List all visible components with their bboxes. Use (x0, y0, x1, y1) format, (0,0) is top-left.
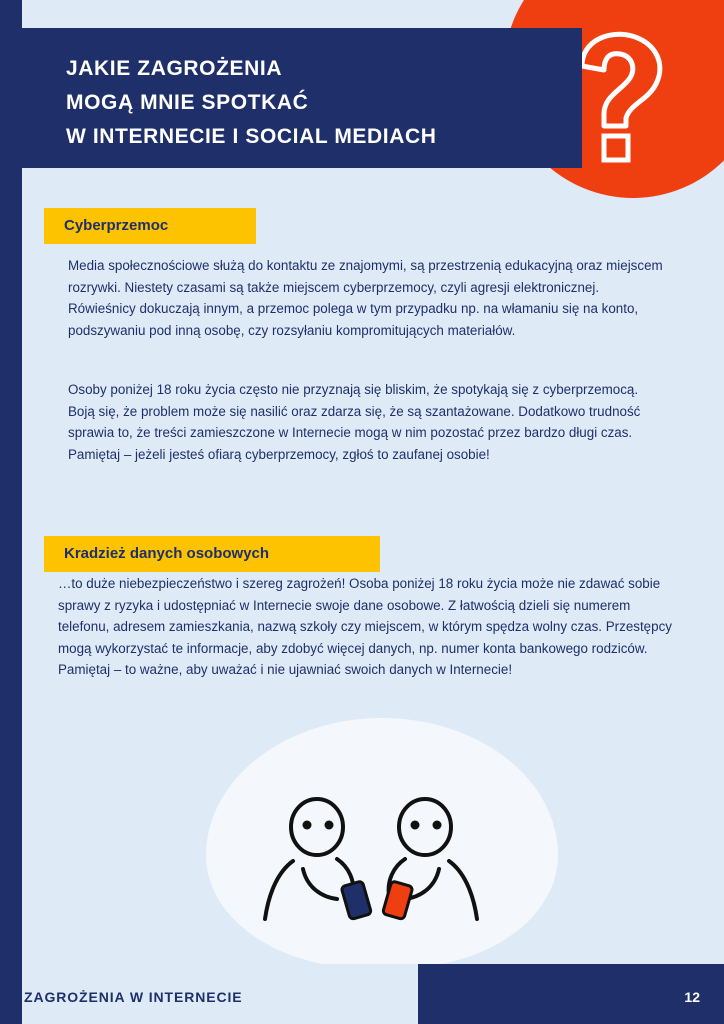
section-kradziez-paragraph-1 (58, 573, 678, 681)
footer (0, 964, 724, 1024)
paragraph-text: Media społecznościowe służą do kontaktu ze znajomymi, są przestrzenią edukacyjną oraz miejscem rozrywki. Niestety czasami są także miejscem cyberprzemocy, czyli agresji elektronicznej. Rówieśnicy dokuczają innym, a przemoc polega w tym przypadku np. na włamaniu się na konto, podszywaniu pod inną osobę, czy rozsyłaniu kompromitujących materiałów. (68, 258, 663, 338)
paragraph-text: …to duże niebezpieczeństwo i szereg zagrożeń! Osoba poniżej 18 roku życia może nie zdawać sobie sprawy z ryzyka i udostępniać w Internecie swoje dane osobowe. Z łatwością dzieli się numerem telefonu, adresem zamieszkania, nazwą szkoły czy miejscem, w którym spędza wolny czas. Przestępcy mogą wykorzystać te informacje, aby zdobyć więcej danych, np. numer konta bankowego rodziców. Pamiętaj – to ważne, aby uważać i nie ujawniać swoich danych w Internecie! (58, 576, 672, 677)
page-title-line-2: MOGĄ MNIE SPOTKAĆ (66, 91, 309, 114)
footer-accent-stripe (0, 964, 22, 1024)
two-people-with-phones-illustration (245, 795, 515, 935)
footer-label: ZAGROŻENIA W INTERNECIE (24, 989, 243, 1005)
section-cyberprzemoc-paragraph-1 (68, 255, 668, 341)
paragraph-text: Osoby poniżej 18 roku życia często nie przyznają się bliskim, że spotykają się z cyberprzemocą. Boją się, że problem może się nasilić oraz zdarza się, że są szantażowane. Dodatkowo trudność sprawia to, że treści zamieszczone w Internecie mogą w nim pozostać przez bardzo długi czas. Pamiętaj – jeżeli jesteś ofiarą cyberprzemocy, zgłoś to zaufanej osobie! (68, 382, 641, 462)
section-cyberprzemoc-paragraph-2 (68, 379, 668, 465)
footer-page-box (418, 964, 724, 1024)
page-title (66, 52, 586, 154)
page-title-line-1: JAKIE ZAGROŻENIA (66, 57, 283, 80)
section-tag-cyberprzemoc: Cyberprzemoc (44, 208, 256, 244)
left-accent-stripe (0, 0, 22, 1024)
page-number: 12 (684, 989, 700, 1005)
page-title-line-3: W INTERNECIE I SOCIAL MEDIACH (66, 125, 437, 148)
section-tag-kradziez-danych: Kradzież danych osobowych (44, 536, 380, 572)
